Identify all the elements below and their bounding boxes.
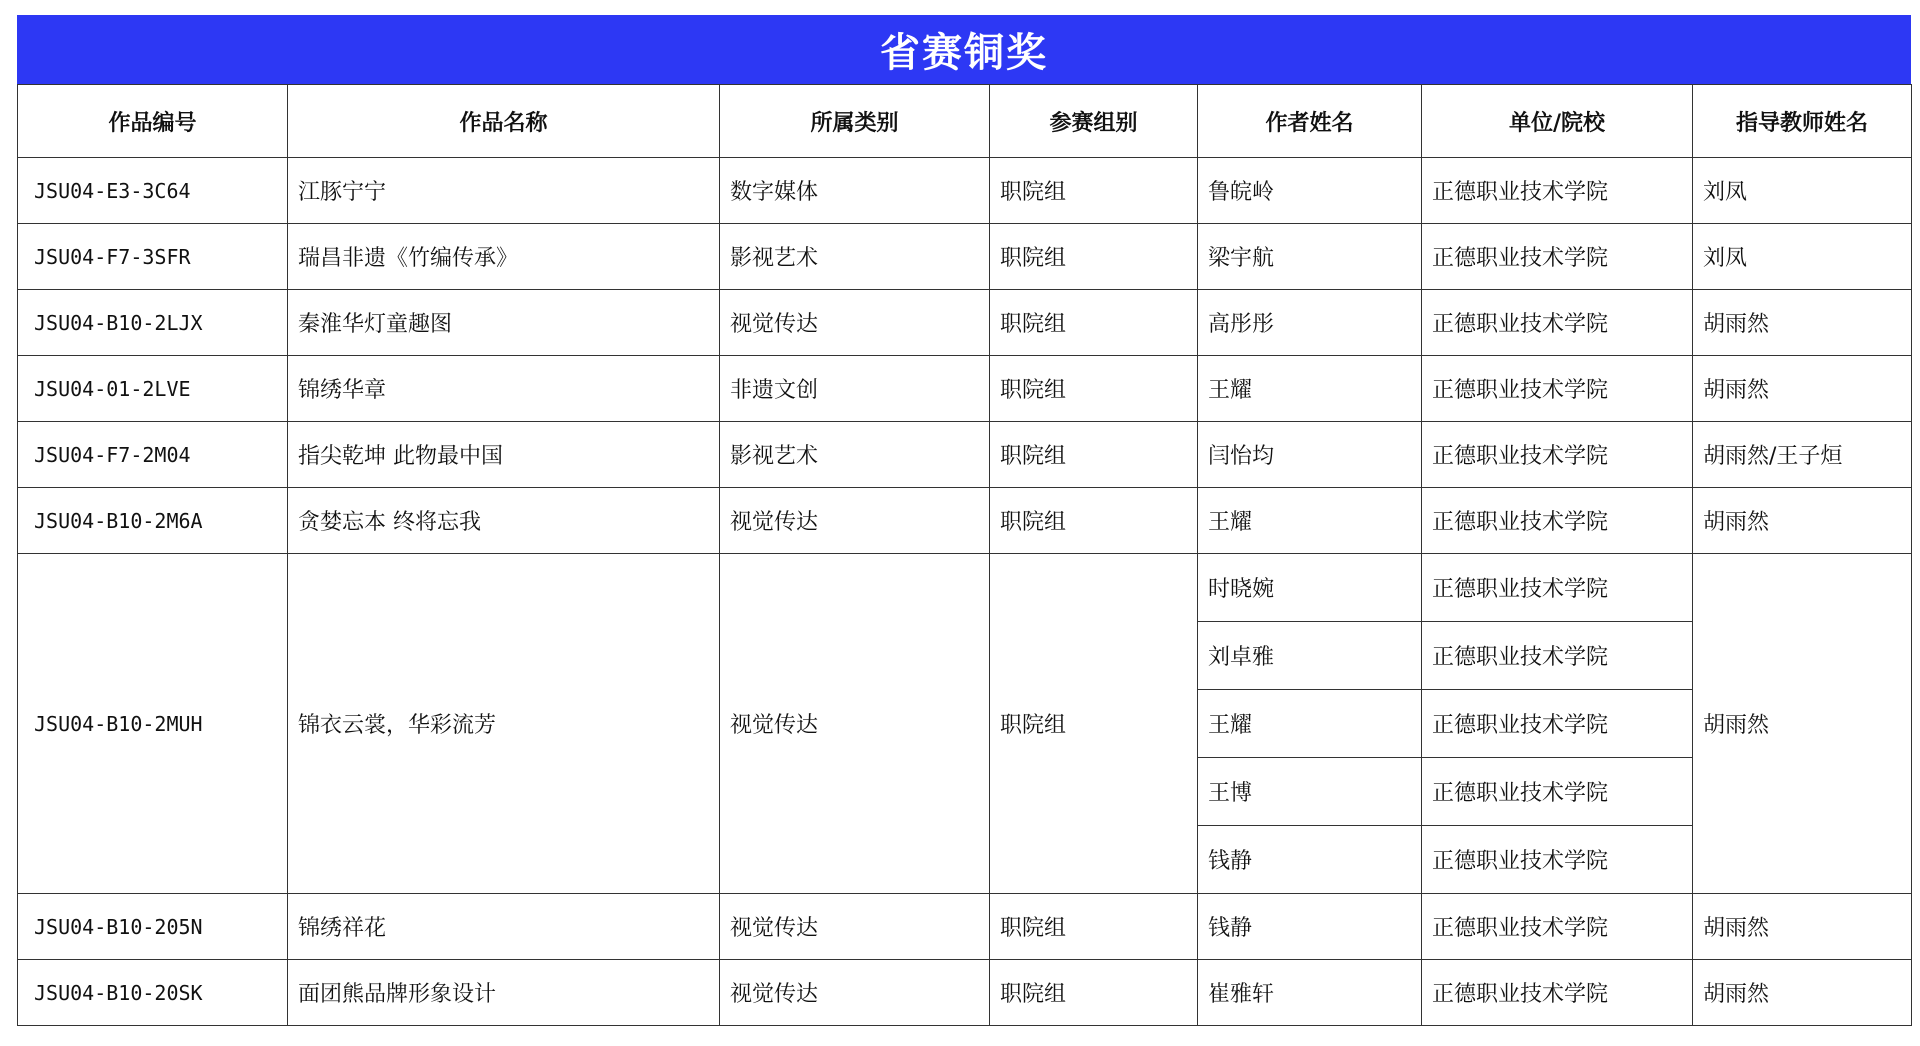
table-row bbox=[18, 158, 1912, 224]
column-header-code: 作品编号 bbox=[18, 85, 288, 158]
work-code-cell: JSU04-B10-2MUH bbox=[18, 554, 288, 894]
work-name-cell: 锦衣云裳，华彩流芳 bbox=[288, 554, 720, 894]
author-name-cell: 王耀 bbox=[1198, 690, 1422, 758]
column-header-category: 所属类别 bbox=[720, 85, 990, 158]
teacher-cell: 胡雨然 bbox=[1693, 554, 1912, 894]
author-name-cell: 钱静 bbox=[1198, 826, 1422, 894]
work-code-cell: JSU04-B10-205N bbox=[18, 894, 288, 960]
teacher-cell: 胡雨然/王子烜 bbox=[1693, 422, 1912, 488]
work-name-cell: 锦绣华章 bbox=[288, 356, 720, 422]
category-cell: 视觉传达 bbox=[720, 554, 990, 894]
unit-cell: 正德职业技术学院 bbox=[1422, 758, 1693, 826]
work-name-cell: 锦绣祥花 bbox=[288, 894, 720, 960]
work-code-cell: JSU04-F7-3SFR bbox=[18, 224, 288, 290]
author-name-cell: 时晓婉 bbox=[1198, 554, 1422, 622]
unit-cell: 正德职业技术学院 bbox=[1422, 422, 1693, 488]
author-name-cell: 王博 bbox=[1198, 758, 1422, 826]
table-row bbox=[18, 290, 1912, 356]
group-cell: 职院组 bbox=[990, 488, 1198, 554]
category-cell: 视觉传达 bbox=[720, 290, 990, 356]
category-cell: 数字媒体 bbox=[720, 158, 990, 224]
group-cell: 职院组 bbox=[990, 158, 1198, 224]
unit-cell: 正德职业技术学院 bbox=[1422, 554, 1693, 622]
unit-cell: 正德职业技术学院 bbox=[1422, 290, 1693, 356]
teacher-cell: 胡雨然 bbox=[1693, 960, 1912, 1026]
award-table bbox=[17, 84, 1912, 1026]
category-cell: 视觉传达 bbox=[720, 488, 990, 554]
unit-cell: 正德职业技术学院 bbox=[1422, 826, 1693, 894]
teacher-cell: 胡雨然 bbox=[1693, 894, 1912, 960]
category-cell: 视觉传达 bbox=[720, 894, 990, 960]
table-row bbox=[18, 422, 1912, 488]
teacher-cell: 胡雨然 bbox=[1693, 290, 1912, 356]
category-cell: 影视艺术 bbox=[720, 422, 990, 488]
group-cell: 职院组 bbox=[990, 554, 1198, 894]
unit-cell: 正德职业技术学院 bbox=[1422, 960, 1693, 1026]
teacher-cell: 刘凤 bbox=[1693, 224, 1912, 290]
table-row bbox=[18, 960, 1912, 1026]
table-row bbox=[18, 488, 1912, 554]
work-name-cell: 指尖乾坤 此物最中国 bbox=[288, 422, 720, 488]
column-header-name: 作品名称 bbox=[288, 85, 720, 158]
unit-cell: 正德职业技术学院 bbox=[1422, 690, 1693, 758]
group-cell: 职院组 bbox=[990, 290, 1198, 356]
unit-cell: 正德职业技术学院 bbox=[1422, 488, 1693, 554]
work-name-cell: 江豚宁宁 bbox=[288, 158, 720, 224]
category-cell: 非遗文创 bbox=[720, 356, 990, 422]
work-code-cell: JSU04-B10-2LJX bbox=[18, 290, 288, 356]
table-row bbox=[18, 894, 1912, 960]
author-name-cell: 刘卓雅 bbox=[1198, 622, 1422, 690]
column-header-unit: 单位/院校 bbox=[1422, 85, 1693, 158]
column-header-author: 作者姓名 bbox=[1198, 85, 1422, 158]
work-code-cell: JSU04-F7-2M04 bbox=[18, 422, 288, 488]
group-cell: 职院组 bbox=[990, 960, 1198, 1026]
author-name-cell: 梁宇航 bbox=[1198, 224, 1422, 290]
teacher-cell: 刘凤 bbox=[1693, 158, 1912, 224]
column-header-group: 参赛组别 bbox=[990, 85, 1198, 158]
work-code-cell: JSU04-B10-20SK bbox=[18, 960, 288, 1026]
award-table-body bbox=[18, 158, 1912, 1026]
group-cell: 职院组 bbox=[990, 224, 1198, 290]
author-name-cell: 高彤彤 bbox=[1198, 290, 1422, 356]
teacher-cell: 胡雨然 bbox=[1693, 356, 1912, 422]
unit-cell: 正德职业技术学院 bbox=[1422, 356, 1693, 422]
group-cell: 职院组 bbox=[990, 894, 1198, 960]
table-row bbox=[18, 356, 1912, 422]
table-row bbox=[18, 224, 1912, 290]
author-name-cell: 钱静 bbox=[1198, 894, 1422, 960]
award-title: 省赛铜奖 bbox=[17, 15, 1911, 84]
category-cell: 视觉传达 bbox=[720, 960, 990, 1026]
unit-cell: 正德职业技术学院 bbox=[1422, 894, 1693, 960]
award-sheet bbox=[17, 15, 1911, 1026]
work-code-cell: JSU04-01-2LVE bbox=[18, 356, 288, 422]
unit-cell: 正德职业技术学院 bbox=[1422, 622, 1693, 690]
column-header-teacher: 指导教师姓名 bbox=[1693, 85, 1912, 158]
teacher-cell: 胡雨然 bbox=[1693, 488, 1912, 554]
group-cell: 职院组 bbox=[990, 422, 1198, 488]
work-name-cell: 贪婪忘本 终将忘我 bbox=[288, 488, 720, 554]
author-name-cell: 王耀 bbox=[1198, 356, 1422, 422]
group-cell: 职院组 bbox=[990, 356, 1198, 422]
work-name-cell: 秦淮华灯童趣图 bbox=[288, 290, 720, 356]
work-name-cell: 面团熊品牌形象设计 bbox=[288, 960, 720, 1026]
author-name-cell: 崔雅轩 bbox=[1198, 960, 1422, 1026]
author-name-cell: 王耀 bbox=[1198, 488, 1422, 554]
unit-cell: 正德职业技术学院 bbox=[1422, 158, 1693, 224]
work-name-cell: 瑞昌非遗《竹编传承》 bbox=[288, 224, 720, 290]
unit-cell: 正德职业技术学院 bbox=[1422, 224, 1693, 290]
table-row bbox=[18, 554, 1912, 622]
work-code-cell: JSU04-E3-3C64 bbox=[18, 158, 288, 224]
category-cell: 影视艺术 bbox=[720, 224, 990, 290]
author-name-cell: 闫怡均 bbox=[1198, 422, 1422, 488]
author-name-cell: 鲁皖岭 bbox=[1198, 158, 1422, 224]
work-code-cell: JSU04-B10-2M6A bbox=[18, 488, 288, 554]
